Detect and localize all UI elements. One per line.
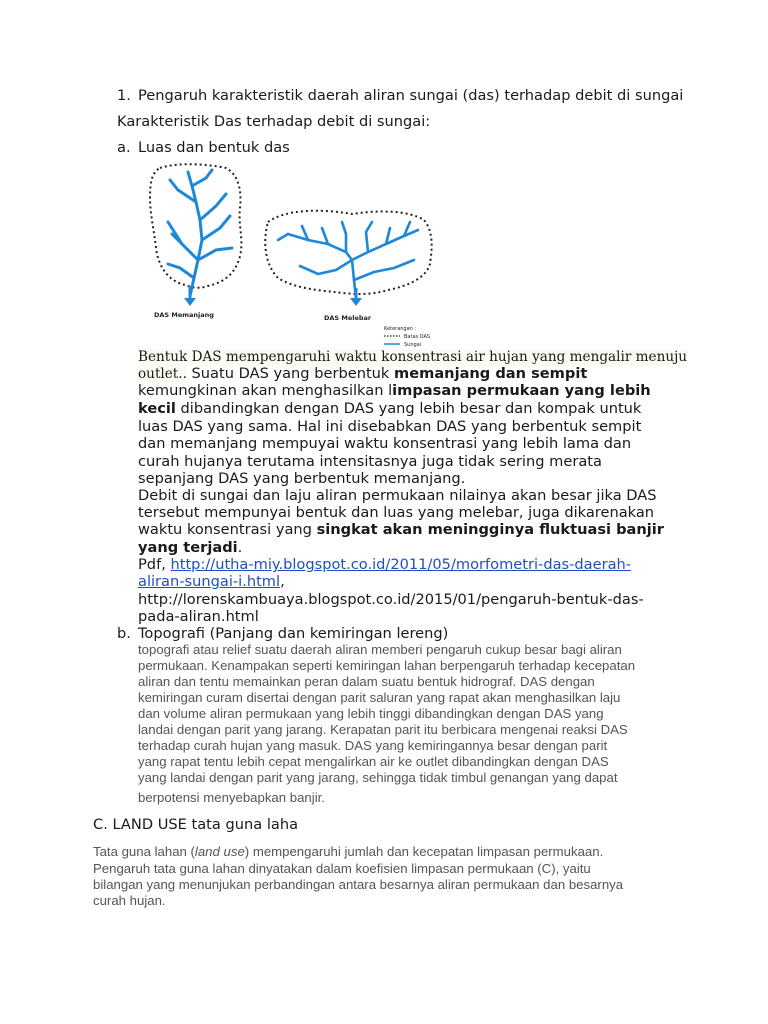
legend-title: Keterangan : [384, 326, 417, 332]
para-b-line-4: kemiringan curam disertai dengan parit saluran yang rapat akan menghasilkan laju [138, 690, 621, 705]
text-span: ) mempengaruhi jumlah dan kecepatan limpasan permukaan. [244, 844, 604, 859]
list-item-b [117, 625, 448, 642]
para-a-line-4 [138, 400, 641, 417]
legend-item-batas: Batas DAS [404, 334, 431, 340]
para-b-line-2: permukaan. Kenampakan seperti kemiringan lahan berpengaruh terhadap kecepatan [138, 658, 636, 673]
para-a-line-16: pada-aliran.html [138, 608, 259, 625]
river-network-left [168, 170, 232, 296]
para-a-line-11 [138, 521, 664, 538]
para-a-line-9: Debit di sungai dan laju aliran permukaan nilainya akan besar jika DAS [138, 487, 657, 504]
para-a-line-2 [138, 365, 587, 383]
label-das-memanjang: DAS Memanjang [154, 311, 214, 319]
para-a-line-12 [138, 539, 242, 556]
bold-span: memanjang dan sempit [394, 365, 588, 382]
para-b-line-7: terhadap curah hujan yang masuk. DAS yang kemiringannya besar dengan parit [138, 738, 608, 753]
para-b-line-1: topografi atau relief suatu daerah aliran memberi pengaruh cukup besar bagi aliran [138, 642, 622, 657]
text-span: outlet.. [138, 366, 187, 382]
list-number: 1. [117, 87, 131, 104]
para-a-line-13 [138, 556, 631, 573]
bold-span: kecil [138, 400, 176, 417]
para-a-line-15: http://lorenskambuaya.blogspot.co.id/2015/01/pengaruh-bentuk-das- [138, 591, 644, 608]
para-a-line-10: tersebut mempunyai bentuk dan luas yang melebar, juga dikarenakan [138, 504, 655, 521]
list-item-text: Luas dan bentuk das [138, 139, 290, 156]
text-span: . [237, 539, 243, 556]
text-span: Suatu DAS yang berbentuk [186, 365, 395, 382]
para-b-line-3: aliran dan tentu memainkan peran dalam suatu bentuk hidrograf. DAS dengan [138, 674, 595, 689]
para-b-line-8: yang rapat tentu lebih cepat mengalirkan air ke outlet dibandingkan dengan DAS [138, 754, 609, 769]
text-span: waktu konsentrasi yang [138, 521, 317, 538]
label-das-melebar: DAS Melebar [324, 314, 372, 322]
bold-span: singkat akan meningginya fluktuasi banjir [316, 521, 664, 538]
para-a-line-5: luas DAS yang sama. Hal ini disebabkan DAS yang berbentuk sempit [138, 418, 642, 435]
list-number: a. [117, 139, 131, 156]
italic-span: land use [194, 844, 245, 859]
para-b-line-10: berpotensi menyebapkan banjir. [138, 790, 325, 805]
para-a-line-14 [138, 573, 285, 590]
section-c-heading: C. LAND USE tata guna laha [93, 816, 299, 833]
para-a-line-7: curah hujanya terutama intensitasnya juga tidak sering merata [138, 453, 602, 470]
das-shape-figure [138, 160, 458, 350]
para-c-line-1 [93, 844, 603, 860]
para-a-line-8: sepanjang DAS yang berbentuk memanjang. [138, 470, 466, 487]
legend-item-sungai: Sungai [404, 342, 422, 348]
bold-span: yang terjadi [138, 539, 238, 556]
figure-legend [384, 326, 430, 348]
text-span: kemungkinan akan menghasilkan l [138, 382, 393, 399]
source-link-1-cont[interactable]: aliran-sungai-i.html [138, 573, 281, 590]
list-item-text: Pengaruh karakteristik daerah aliran sungai (das) terhadap debit di sungai [138, 87, 684, 104]
para-a-line-6: dan memanjang mempuyai waktu konsentrasi yang lebih lama dan [138, 435, 632, 452]
bold-span: impasan permukaan yang lebih [392, 382, 651, 399]
para-b-line-6: landai dengan parit yang jarang. Kerapatan parit itu berbicara mengenai reaksi DAS [138, 722, 628, 737]
para-a-line-1: Bentuk DAS mempengaruhi waktu konsentrasi air hujan yang mengalir menuju [138, 349, 688, 365]
para-b-line-5: dan volume aliran permukaan yang lebih tinggi dibandingkan dengan DAS yang [138, 706, 604, 721]
text-span: , [280, 573, 285, 590]
list-item-text: Topografi (Panjang dan kemiringan lereng) [138, 625, 449, 642]
list-item-a [117, 139, 290, 156]
list-item-1 [117, 87, 683, 104]
source-link-1[interactable]: http://utha-miy.blogspot.co.id/2011/05/morfometri-das-daerah- [170, 556, 632, 573]
para-c-line-4: curah hujan. [93, 893, 166, 908]
para-c-line-2: Pengaruh tata guna lahan dinyatakan dalam koefisien limpasan permukaan (C), yaitu [93, 861, 591, 876]
para-c-line-3: bilangan yang menunjukan perbandingan antara besarnya aliran permukaan dan besarnya [93, 877, 624, 892]
text-span: dibandingkan dengan DAS yang lebih besar dan kompak untuk [175, 400, 642, 417]
text-span: Tata guna lahan ( [93, 844, 195, 859]
list-number: b. [117, 625, 131, 642]
das-boundary-right [265, 211, 431, 294]
text-span: Pdf, [138, 556, 171, 573]
subheading: Karakteristik Das terhadap debit di sungai: [117, 113, 431, 130]
para-a-line-3 [138, 382, 651, 399]
para-b-line-9: yang landai dengan parit yang jarang, sehingga tidak timbul genangan yang dapat [138, 770, 618, 785]
